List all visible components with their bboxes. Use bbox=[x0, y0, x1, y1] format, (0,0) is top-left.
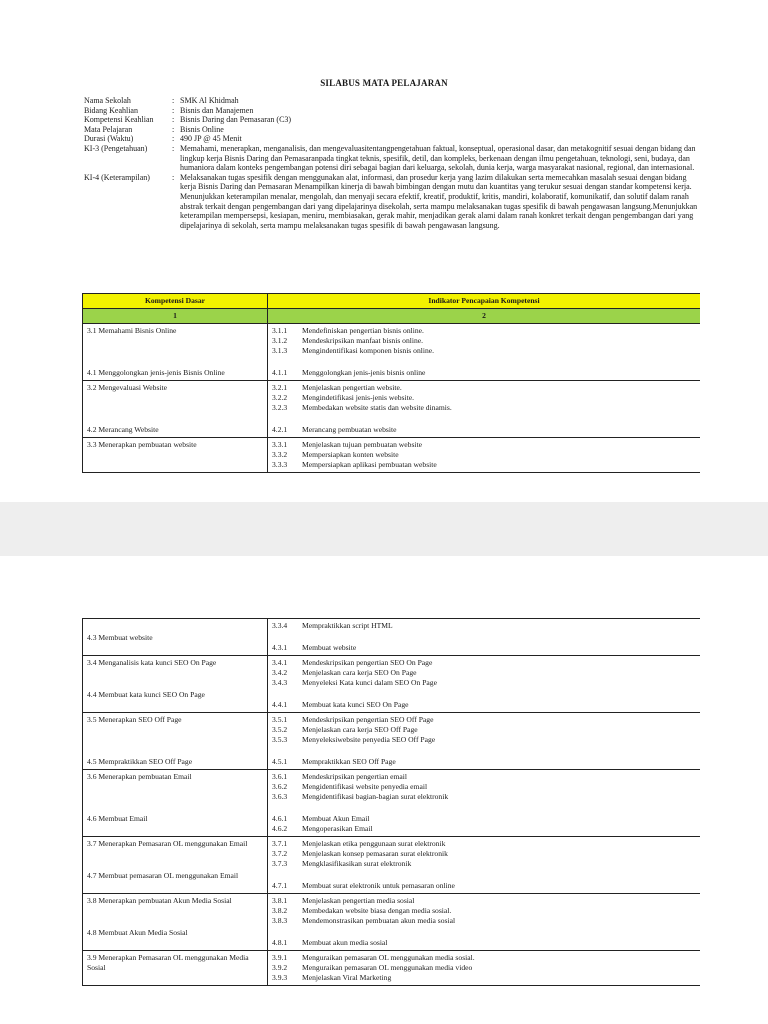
indicator-text: Membuat surat elektronik untuk pemasaran online bbox=[302, 881, 455, 890]
info-value: Melaksanakan tugas spesifik dengan menggunakan alat, informasi, dan prosedur kerja yang lazim dilakukan serta memecahkan masalah sesuai dengan bidang kerja Bisnis Daring dan Pemasaran Menampilkan kinerja di bawah bimbingan dengan mutu dan kuantitas yang terukur sesuai dengan standar kompetensi kerja. Menunjukkan keterampilan menalar, mengolah, dan menyaji secara efektif, kreatif, produktif, kritis, mandiri, kolaboratif, komunikatif, dan solutif dalam ranah abstrak terkait dengan pengembangan dari yang dipelajarinya disekolah, serta mampu melaksanakan tugas spesifik di bawah pengawasan langsung.Menunjukkan keterampilan mempersepsi, kesiapan, meniru, membiasakan, gerak mahir, menjadikan gerak alami dalam ranah konkret terkait dengan pengembangan dari yang dipelajarinya di sekolah, serta mampu melaksanakan tugas spesifik di bawah pengawasan langsung. bbox=[180, 172, 698, 230]
info-colon: : bbox=[172, 105, 175, 115]
header-col2: 2 bbox=[268, 309, 701, 324]
info-label: Bidang Keahlian bbox=[84, 105, 138, 115]
kd-item: 3.4 Menganalisis kata kunci SEO On Page bbox=[87, 658, 217, 667]
indicator-number: 3.5.1 bbox=[272, 715, 288, 724]
indicator-item bbox=[272, 621, 696, 631]
indicator-text: Menguraikan pemasaran OL menggunakan media video bbox=[302, 963, 473, 972]
kd-item: 4.2 Merancang Website bbox=[87, 425, 159, 434]
indicator-number: 3.7.1 bbox=[272, 839, 288, 848]
indicator-text: Membuat Akun Email bbox=[302, 814, 370, 823]
indicator-text: Mengindetifikasi jenis-jenis website. bbox=[302, 393, 414, 402]
info-value: Bisnis Online bbox=[180, 124, 224, 134]
indicator-item bbox=[272, 973, 696, 983]
info-row bbox=[84, 125, 704, 135]
indicator-text: Mengoperasikan Email bbox=[302, 824, 373, 833]
kd-cell bbox=[83, 713, 268, 770]
indicator-item bbox=[272, 824, 696, 834]
page-1 bbox=[0, 0, 768, 502]
indicator-item bbox=[272, 403, 696, 413]
indicator-number: 3.5.3 bbox=[272, 735, 288, 744]
indicator-item bbox=[272, 757, 696, 767]
ipk-cell bbox=[268, 837, 701, 894]
indicator-number: 3.3.3 bbox=[272, 460, 288, 469]
indicator-text: Mempersiapkan aplikasi pembuatan website bbox=[302, 460, 437, 469]
indicator-text: Mempersiapkan konten website bbox=[302, 450, 399, 459]
info-colon: : bbox=[172, 134, 175, 144]
kd-cell bbox=[83, 619, 268, 656]
indicator-number: 4.5.1 bbox=[272, 757, 288, 766]
kd-item: 3.8 Menerapkan pembuatan Akun Media Sosial bbox=[87, 896, 232, 905]
competency-table-2 bbox=[82, 618, 700, 986]
indicator-number: 3.2.2 bbox=[272, 393, 288, 402]
info-value: SMK Al Khidmah bbox=[180, 96, 239, 105]
kd-item: 3.7 Menerapkan Pemasaran OL menggunakan Email bbox=[87, 839, 248, 848]
indicator-item bbox=[272, 393, 696, 403]
indicator-text: Menjelaskan Viral Marketing bbox=[302, 973, 392, 982]
indicator-text: Membedakan website biasa dengan media sosial. bbox=[302, 906, 452, 915]
ipk-cell bbox=[268, 770, 701, 837]
kd-item: 3.2 Mengevaluasi Website bbox=[87, 383, 168, 392]
info-value: Memahami, menerapkan, menganalisis, dan mengevaluasitentangpengetahuan faktual, konseptual, operasional dasar, dan metakognitif sesuai dengan bidang dan lingkup kerja Bisnis Daring dan Pemasaranpada tingkat teknis, spesifik, detil, dan kompleks, berkenaan dengan ilmu pengetahuan, teknologi, seni, budaya, dan humaniora dalam konteks pengembangan potensi diri sebagai bagian dari keluarga, sekolah, dunia kerja, warga masyarakat nasional, regional, dan internasional. bbox=[180, 143, 696, 173]
indicator-number: 3.1.1 bbox=[272, 326, 288, 335]
kd-item: 4.1 Menggolongkan jenis-jenis Bisnis Online bbox=[87, 368, 225, 377]
indicator-item bbox=[272, 772, 696, 782]
indicator-item bbox=[272, 326, 696, 336]
indicator-number: 3.7.3 bbox=[272, 859, 288, 868]
ipk-cell bbox=[268, 619, 701, 656]
indicator-text: Mendemonstrasikan pembuatan akun media sosial bbox=[302, 916, 456, 925]
indicator-text: Menjelaskan cara kerja SEO Off Page bbox=[302, 725, 418, 734]
indicator-text: Mendefiniskan pengertian bisnis online. bbox=[302, 326, 424, 335]
indicator-text: Mengidentifikasi website penyedia email bbox=[302, 782, 428, 791]
indicator-number: 3.7.2 bbox=[272, 849, 288, 858]
info-value: 490 JP @ 45 Menit bbox=[180, 134, 242, 144]
header-ipk: Indikator Pencapaian Kompetensi bbox=[268, 294, 701, 309]
indicator-text: Mendeskripsikan pengertian SEO Off Page bbox=[302, 715, 434, 724]
kd-item: 3.5 Menerapkan SEO Off Page bbox=[87, 715, 182, 724]
ipk-cell bbox=[268, 951, 701, 986]
indicator-text: Membuat website bbox=[302, 643, 357, 652]
info-label: KI-4 (Keterampilan) bbox=[84, 172, 150, 182]
kd-cell bbox=[83, 381, 268, 438]
indicator-number: 3.1.3 bbox=[272, 346, 288, 355]
indicator-number: 3.4.2 bbox=[272, 668, 288, 677]
header-col1: 1 bbox=[83, 309, 268, 324]
indicator-text: Menjelaskan cara kerja SEO On Page bbox=[302, 668, 417, 677]
kd-item: 3.3 Menerapkan pembuatan website bbox=[87, 440, 197, 449]
indicator-item bbox=[272, 643, 696, 653]
indicator-number: 3.4.1 bbox=[272, 658, 288, 667]
kd-cell bbox=[83, 837, 268, 894]
indicator-text: Merancang pembuatan website bbox=[302, 425, 397, 434]
page-title: SILABUS MATA PELAJARAN bbox=[320, 78, 448, 88]
indicator-item bbox=[272, 725, 696, 735]
info-label: Durasi (Waktu) bbox=[84, 134, 134, 144]
ipk-cell bbox=[268, 381, 701, 438]
kd-cell bbox=[83, 894, 268, 951]
kd-item: 4.8 Membuat Akun Media Sosial bbox=[87, 928, 188, 937]
indicator-item bbox=[272, 678, 696, 688]
indicator-item bbox=[272, 881, 696, 891]
info-label: Mata Pelajaran bbox=[84, 124, 133, 134]
indicator-text: Mendeskripsikan pengertian email bbox=[302, 772, 408, 781]
kd-cell bbox=[83, 324, 268, 381]
table-row bbox=[83, 951, 701, 986]
indicator-item bbox=[272, 849, 696, 859]
indicator-number: 4.7.1 bbox=[272, 881, 288, 890]
indicator-text: Menyeleksiwebsite penyedia SEO Off Page bbox=[302, 735, 436, 744]
indicator-item bbox=[272, 938, 696, 948]
ipk-cell bbox=[268, 713, 701, 770]
info-value: Bisnis Daring dan Pemasaran (C3) bbox=[180, 115, 292, 125]
indicator-item bbox=[272, 782, 696, 792]
indicator-number: 3.3.1 bbox=[272, 440, 288, 449]
indicator-number: 4.6.2 bbox=[272, 824, 288, 833]
indicator-number: 4.8.1 bbox=[272, 938, 288, 947]
indicator-item bbox=[272, 715, 696, 725]
ipk-cell bbox=[268, 894, 701, 951]
indicator-number: 3.8.2 bbox=[272, 906, 288, 915]
indicator-item bbox=[272, 963, 696, 973]
kd-cell bbox=[83, 951, 268, 986]
indicator-number: 4.4.1 bbox=[272, 700, 288, 709]
indicator-item bbox=[272, 450, 696, 460]
table-row bbox=[83, 324, 701, 381]
indicator-number: 4.3.1 bbox=[272, 643, 288, 652]
page-2 bbox=[0, 556, 768, 1024]
info-colon: : bbox=[172, 115, 175, 125]
indicator-text: Mengindentifikasi komponen bisnis online. bbox=[302, 346, 435, 355]
indicator-text: Menjelaskan konsep pemasaran surat elektronik bbox=[302, 849, 448, 858]
indicator-item bbox=[272, 953, 696, 963]
indicator-number: 3.6.2 bbox=[272, 782, 288, 791]
indicator-text: Menjelaskan tujuan pembuatan website bbox=[302, 440, 422, 449]
kd-item: 4.5 Mempraktikkan SEO Off Page bbox=[87, 757, 193, 766]
indicator-number: 3.9.1 bbox=[272, 953, 288, 962]
indicator-item bbox=[272, 700, 696, 710]
indicator-text: Menjelaskan pengertian website. bbox=[302, 383, 402, 392]
info-row bbox=[84, 173, 704, 231]
kd-item: 3.1 Memahami Bisnis Online bbox=[87, 326, 177, 335]
indicator-text: Menjelaskan pengertian media sosial bbox=[302, 896, 415, 905]
table-row bbox=[83, 619, 701, 656]
competency-table-1 bbox=[82, 293, 700, 473]
indicator-number: 3.1.2 bbox=[272, 336, 288, 345]
indicator-number: 4.6.1 bbox=[272, 814, 288, 823]
info-colon: : bbox=[172, 143, 175, 153]
indicator-item bbox=[272, 814, 696, 824]
syllabus-info bbox=[84, 96, 704, 230]
indicator-text: Mempraktikkan script HTML bbox=[302, 621, 393, 630]
kd-item: 4.7 Membuat pemasaran OL menggunakan Email bbox=[87, 871, 239, 880]
indicator-text: Mendeskripsikan manfaat bisnis online. bbox=[302, 336, 424, 345]
header-kd: Kompetensi Dasar bbox=[83, 294, 268, 309]
indicator-item bbox=[272, 896, 696, 906]
indicator-item bbox=[272, 336, 696, 346]
ipk-cell bbox=[268, 656, 701, 713]
indicator-number: 3.6.1 bbox=[272, 772, 288, 781]
indicator-text: Membuat akun media sosial bbox=[302, 938, 388, 947]
info-label: Kompetensi Keahlian bbox=[84, 115, 154, 125]
indicator-text: Mempraktikkan SEO Off Page bbox=[302, 757, 396, 766]
table-row bbox=[83, 381, 701, 438]
indicator-number: 3.5.2 bbox=[272, 725, 288, 734]
ipk-cell bbox=[268, 324, 701, 381]
indicator-item bbox=[272, 735, 696, 745]
kd-item: 4.3 Membuat website bbox=[87, 633, 153, 642]
kd-cell bbox=[83, 656, 268, 713]
info-colon: : bbox=[172, 124, 175, 134]
table-row bbox=[83, 656, 701, 713]
table-row bbox=[83, 438, 701, 473]
kd-cell bbox=[83, 770, 268, 837]
table-row bbox=[83, 837, 701, 894]
indicator-text: Menguraikan pemasaran OL menggunakan media sosial. bbox=[302, 953, 475, 962]
info-colon: : bbox=[172, 172, 175, 182]
indicator-text: Membuat kata kunci SEO On Page bbox=[302, 700, 409, 709]
indicator-text: Menjelaskan etika penggunaan surat elektronik bbox=[302, 839, 446, 848]
indicator-text: Membedakan website statis dan website dinamis. bbox=[302, 403, 452, 412]
indicator-item bbox=[272, 658, 696, 668]
info-colon: : bbox=[172, 96, 175, 105]
indicator-item bbox=[272, 383, 696, 393]
indicator-item bbox=[272, 906, 696, 916]
indicator-number: 3.2.3 bbox=[272, 403, 288, 412]
indicator-item bbox=[272, 916, 696, 926]
indicator-number: 3.9.3 bbox=[272, 973, 288, 982]
indicator-number: 3.3.2 bbox=[272, 450, 288, 459]
indicator-item bbox=[272, 346, 696, 356]
indicator-item bbox=[272, 440, 696, 450]
info-row bbox=[84, 96, 704, 106]
indicator-text: Mengklasifikasikan surat elektronik bbox=[302, 859, 412, 868]
indicator-number: 3.8.1 bbox=[272, 896, 288, 905]
indicator-text: Mendeskripsikan pengertian SEO On Page bbox=[302, 658, 433, 667]
indicator-item bbox=[272, 425, 696, 435]
info-row bbox=[84, 106, 704, 116]
kd-item: 3.9 Menerapkan Pemasaran OL menggunakan Media Sosial bbox=[87, 953, 249, 972]
indicator-item bbox=[272, 668, 696, 678]
indicator-item bbox=[272, 792, 696, 802]
info-row bbox=[84, 144, 704, 173]
kd-item: 3.6 Menerapkan pembuatan Email bbox=[87, 772, 192, 781]
table-row bbox=[83, 894, 701, 951]
indicator-item bbox=[272, 460, 696, 470]
indicator-text: Menggolongkan jenis-jenis bisnis online bbox=[302, 368, 426, 377]
info-label: KI-3 (Pengetahuan) bbox=[84, 143, 148, 153]
indicator-number: 3.3.4 bbox=[272, 621, 288, 630]
indicator-text: Menyeleksi Kata kunci dalam SEO On Page bbox=[302, 678, 437, 687]
info-row bbox=[84, 134, 704, 144]
indicator-number: 3.4.3 bbox=[272, 678, 288, 687]
indicator-number: 3.8.3 bbox=[272, 916, 288, 925]
indicator-number: 4.2.1 bbox=[272, 425, 288, 434]
kd-item: 4.4 Membuat kata kunci SEO On Page bbox=[87, 690, 205, 699]
indicator-number: 4.1.1 bbox=[272, 368, 288, 377]
kd-cell bbox=[83, 438, 268, 473]
indicator-number: 3.9.2 bbox=[272, 963, 288, 972]
indicator-item bbox=[272, 859, 696, 869]
indicator-item bbox=[272, 839, 696, 849]
table-row bbox=[83, 713, 701, 770]
info-value: Bisnis dan Manajemen bbox=[180, 105, 254, 115]
kd-item: 4.6 Membuat Email bbox=[87, 814, 148, 823]
indicator-text: Mengidentifikasi bagian-bagian surat elektronik bbox=[302, 792, 449, 801]
ipk-cell bbox=[268, 438, 701, 473]
table-row bbox=[83, 770, 701, 837]
info-row bbox=[84, 115, 704, 125]
indicator-item bbox=[272, 368, 696, 378]
info-label: Nama Sekolah bbox=[84, 96, 131, 105]
indicator-number: 3.6.3 bbox=[272, 792, 288, 801]
indicator-number: 3.2.1 bbox=[272, 383, 288, 392]
